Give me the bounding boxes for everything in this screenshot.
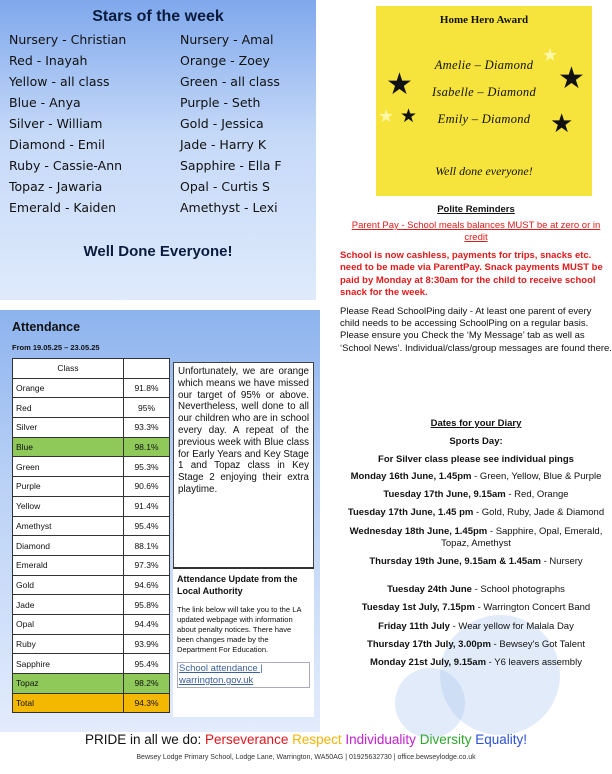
class-name-cell: Silver [13, 418, 124, 438]
class-name-cell: Diamond [13, 536, 124, 556]
table-row [13, 496, 170, 516]
attendance-panel [0, 310, 320, 732]
diary-item-text: - Y6 leavers assembly [486, 657, 582, 669]
diary-item-date: Thursday 17th July, 3.00pm [367, 638, 491, 650]
diary-item [340, 556, 612, 568]
la-update-title: Attendance Update from the Local Authority [177, 574, 298, 596]
diary-item [340, 657, 612, 669]
cashless-reminder: School is now cashless, payments for trips, snacks etc. need to be made via ParentPay. Snack payments MUST be paid by Monday at 8:30am for the child to receive school snack for the week. [340, 250, 603, 299]
star-entry: Jade - Harry K [180, 137, 267, 152]
star-entry: Amethyst - Lexi [180, 200, 278, 215]
diary-item [340, 584, 612, 596]
pride-word: Perseverance [205, 732, 289, 747]
star-entry: Topaz - Jawaria [9, 179, 103, 194]
pride-banner [0, 732, 612, 747]
star-icon: ★ [550, 108, 574, 138]
class-name-cell: Ruby [13, 634, 124, 654]
table-row [13, 418, 170, 438]
events-list [340, 584, 612, 669]
diary-item-date: Friday 11th July [378, 620, 450, 632]
table-row [13, 555, 170, 575]
dates-for-your-diary [340, 418, 612, 669]
parentpay-reminder: Parent Pay - School meals balances MUST be at zero or in credit [351, 220, 601, 243]
pride-word: Equality! [475, 732, 528, 747]
attendance-value-cell: 97.3% [124, 555, 170, 575]
class-name-cell: Blue [13, 437, 124, 457]
star-icon: ★ [400, 106, 418, 127]
table-row [13, 693, 170, 713]
diary-item [340, 526, 612, 550]
stars-of-the-week-panel [0, 0, 316, 300]
class-name-cell: Topaz [13, 674, 124, 694]
star-entry: Sapphire - Ella F [180, 158, 282, 173]
diary-item-text: - Warrington Concert Band [474, 602, 591, 614]
star-entry: Diamond - Emil [9, 137, 105, 152]
attendance-value-cell: 95.4% [124, 654, 170, 674]
attendance-value-cell: 88.1% [124, 536, 170, 556]
star-entry: Nursery - Amal [180, 32, 274, 47]
star-entry: Green - all class [180, 74, 280, 89]
stars-title: Stars of the week [92, 8, 224, 25]
pride-word: Individuality [345, 732, 416, 747]
pride-lead: PRIDE in all we do: [84, 732, 206, 747]
sports-day-list [340, 471, 612, 568]
stars-right-column [180, 32, 282, 221]
attendance-title: Attendance [12, 320, 81, 334]
class-name-cell: Purple [13, 477, 124, 497]
diary-item-date: Tuesday 17th June, 9.15am [383, 489, 506, 501]
attendance-value-cell: 94.3% [124, 693, 170, 713]
polite-reminders [340, 204, 612, 355]
school-attendance-link[interactable]: School attendance | warrington.gov.uk [177, 662, 310, 688]
diary-item [340, 639, 612, 651]
table-row [13, 516, 170, 536]
stars-left-column [9, 32, 126, 221]
diary-item-text: - Sapphire, Opal, Emerald, Topaz, Amethyst [441, 525, 603, 549]
diary-item [340, 602, 612, 614]
class-name-cell: Jade [13, 595, 124, 615]
class-name-cell: Gold [13, 575, 124, 595]
table-row [13, 437, 170, 457]
la-update-text: The link below will take you to the LA updated webpage with information about penalty notices. There have been changes made by the Department For Education. [177, 605, 302, 654]
attendance-value-cell: 95.3% [124, 457, 170, 477]
attendance-note: Unfortunately, we are orange which means we have missed our target of 95% or above. Nevertheless, well done to all our children who are in school every day. A repeat of the previous week with Blue class for Early Years and Key Stage 1 and Topaz class in Key Stage 2 enjoying their extra playtime. [173, 362, 314, 574]
sports-day-heading: Sports Day: [449, 436, 503, 447]
attendance-value-cell: 94.4% [124, 614, 170, 634]
diary-item-text: - Gold, Ruby, Jade & Diamond [473, 507, 605, 519]
diary-item-text: - Nursery [540, 556, 583, 568]
table-row [13, 634, 170, 654]
hero-name: Emily – Diamond [437, 112, 531, 126]
star-entry: Yellow - all class [9, 74, 110, 89]
pride-word: Respect [292, 732, 342, 747]
class-name-cell: Sapphire [13, 654, 124, 674]
attendance-value-cell: 93.3% [124, 418, 170, 438]
diary-item [340, 621, 612, 633]
stars-footer: Well Done Everyone! [83, 243, 233, 260]
attendance-value-cell: 93.9% [124, 634, 170, 654]
diary-item-text: - Wear yellow for Malala Day [449, 620, 574, 632]
diary-item-date: Tuesday 1st July, 7.15pm [361, 602, 475, 614]
star-entry: Blue - Anya [9, 95, 81, 110]
class-name-cell: Red [13, 398, 124, 418]
table-row [13, 614, 170, 634]
attendance-value-cell: 95% [124, 398, 170, 418]
pride-word: Diversity [419, 732, 472, 747]
diary-item-date: Thursday 19th June, 9.15am & 1.45am [369, 556, 541, 568]
attendance-value-cell: 98.1% [124, 437, 170, 457]
star-icon: ★ [542, 45, 559, 65]
diary-item-date: Tuesday 24th June [387, 584, 472, 596]
attendance-date-range: From 19.05.25 – 23.05.25 [12, 343, 100, 352]
class-name-cell: Total [13, 693, 124, 713]
diary-item-text: - School photographs [471, 584, 565, 596]
table-row [13, 575, 170, 595]
home-hero-award [376, 6, 592, 196]
star-entry: Silver - William [9, 116, 103, 131]
class-name-cell: Yellow [13, 496, 124, 516]
class-name-cell: Green [13, 457, 124, 477]
la-update-box [173, 567, 314, 717]
class-name-cell: Emerald [13, 555, 124, 575]
star-entry: Orange - Zoey [180, 53, 270, 68]
diary-item [340, 507, 612, 519]
table-row [13, 398, 170, 418]
schoolping-reminder: Please Read SchoolPing daily - At least one parent of every child needs to be accessing SchoolPing on a regular basis. Please ensure you Check the ‘My Message’ tab as well as ‘School News’. Individual/class/group messages are found there. [340, 305, 612, 354]
hero-name: Isabelle – Diamond [432, 85, 536, 99]
attendance-value-cell: 95.4% [124, 516, 170, 536]
star-icon: ★ [558, 62, 585, 95]
star-entry: Nursery - Christian [9, 32, 127, 47]
attendance-value-cell: 98.2% [124, 674, 170, 694]
reminders-title: Polite Reminders [437, 204, 515, 215]
table-row [13, 477, 170, 497]
table-header-row [13, 359, 170, 379]
attendance-value-cell: 90.6% [124, 477, 170, 497]
diary-item-text: - Red, Orange [505, 489, 569, 501]
table-header-class: Class [13, 359, 124, 379]
diary-item-text: - Green, Yellow, Blue & Purple [471, 471, 602, 482]
diary-item-date: Wednesday 18th June, 1.45pm [349, 525, 488, 537]
diary-item-text: - Bewsey's Got Talent [490, 638, 585, 650]
silver-class-note: For Silver class please see individual pings [378, 454, 574, 465]
star-entry: Red - Inayah [9, 53, 88, 68]
diary-item [340, 489, 612, 501]
school-address: Bewsey Lodge Primary School, Lodge Lane, Warrington, WA50AG | 01925632730 | office.bewseylodge.co.uk [136, 754, 476, 761]
star-entry: Opal - Curtis S [180, 179, 270, 194]
diary-item-date: Monday 21st July, 9.15am [370, 657, 487, 669]
class-name-cell: Orange [13, 378, 124, 398]
table-row [13, 595, 170, 615]
diary-title: Dates for your Diary [430, 418, 522, 429]
star-icon: ★ [386, 68, 413, 101]
attendance-table [12, 358, 170, 713]
table-row [13, 674, 170, 694]
table-row [13, 536, 170, 556]
attendance-value-cell: 91.4% [124, 496, 170, 516]
table-header-value [124, 359, 170, 379]
attendance-value-cell: 94.6% [124, 575, 170, 595]
table-row [13, 654, 170, 674]
diary-item-date: Tuesday 17th June, 1.45 pm [347, 507, 474, 519]
diary-item-date: Monday 16th June, 1.45pm [350, 471, 472, 482]
class-name-cell: Amethyst [13, 516, 124, 536]
table-row [13, 457, 170, 477]
attendance-value-cell: 91.8% [124, 378, 170, 398]
table-row [13, 378, 170, 398]
star-entry: Gold - Jessica [180, 116, 264, 131]
star-entry: Emerald - Kaiden [9, 200, 117, 215]
class-name-cell: Opal [13, 614, 124, 634]
attendance-value-cell: 95.8% [124, 595, 170, 615]
star-entry: Ruby - Cassie-Ann [9, 158, 123, 173]
star-icon: ★ [378, 106, 395, 126]
decorative-bubble [395, 668, 465, 738]
hero-title: Home Hero Award [439, 14, 529, 26]
hero-name: Amelie – Diamond [434, 58, 534, 72]
star-entry: Purple - Seth [180, 95, 261, 110]
pride-values [205, 732, 527, 747]
diary-item [340, 471, 612, 483]
hero-footer: Well done everyone! [435, 164, 533, 178]
